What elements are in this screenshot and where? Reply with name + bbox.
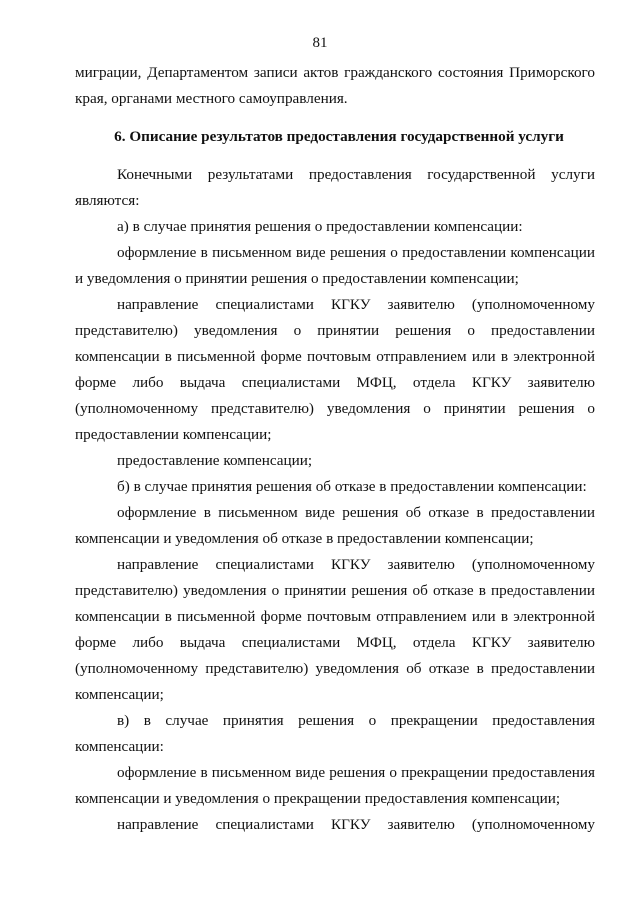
text-line: в) в случае принятия решения о прекращении предоставления [117, 712, 595, 729]
text-line: форме либо выдача специалистами МФЦ, отдела КГКУ заявителю [75, 634, 595, 651]
section-heading: 6. Описание результатов предоставления государственной услуги [114, 128, 564, 145]
page-number: 81 [312, 35, 328, 51]
text-line: представителю) уведомления о принятии решения о предоставлении [75, 322, 595, 339]
spacer [75, 112, 595, 124]
text-line: направление специалистами КГКУ заявителю (уполномоченному [117, 296, 595, 313]
text-line: оформление в письменном виде решения о предоставлении компенсации [117, 244, 595, 261]
text-line: а) в случае принятия решения о предоставлении компенсации: [117, 218, 523, 235]
text-line: направление специалистами КГКУ заявителю (уполномоченному [117, 556, 595, 573]
text-line: компенсации в письменной форме почтовым отправлением или в электронной [75, 348, 595, 365]
document-body [75, 60, 595, 838]
text-line: оформление в письменном виде решения о прекращении предоставления [117, 764, 595, 781]
spacer [75, 150, 595, 162]
text-line: предоставлении компенсации; [75, 426, 272, 443]
text-line: компенсации и уведомления об отказе в предоставлении компенсации; [75, 530, 534, 547]
text-line: края, органами местного самоуправления. [75, 90, 348, 107]
text-line: и уведомления о принятии решения о предоставлении компенсации; [75, 270, 519, 287]
text-line: форме либо выдача специалистами МФЦ, отдела КГКУ заявителю [75, 374, 595, 391]
text-line: (уполномоченному представителю) уведомления о принятии решения о [75, 400, 595, 417]
text-line: являются: [75, 192, 140, 209]
text-line: оформление в письменном виде решения об отказе в предоставлении [117, 504, 595, 521]
text-line: предоставление компенсации; [117, 452, 313, 469]
text-line: б) в случае принятия решения об отказе в предоставлении компенсации: [117, 478, 587, 495]
text-line: компенсации и уведомления о прекращении предоставления компенсации; [75, 790, 561, 807]
text-line: Конечными результатами предоставления государственной услуги [117, 166, 595, 183]
text-line: (уполномоченному представителю) уведомления об отказе в предоставлении [75, 660, 595, 677]
text-line: компенсации: [75, 738, 164, 755]
text-line: направление специалистами КГКУ заявителю (уполномоченному [117, 816, 595, 833]
text-line: миграции, Департаментом записи актов гражданского состояния Приморского [75, 64, 595, 81]
text-line: компенсации; [75, 686, 164, 703]
text-line: компенсации в письменной форме почтовым отправлением или в электронной [75, 608, 595, 625]
text-line: представителю) уведомления о принятии решения об отказе в предоставлении [75, 582, 595, 599]
